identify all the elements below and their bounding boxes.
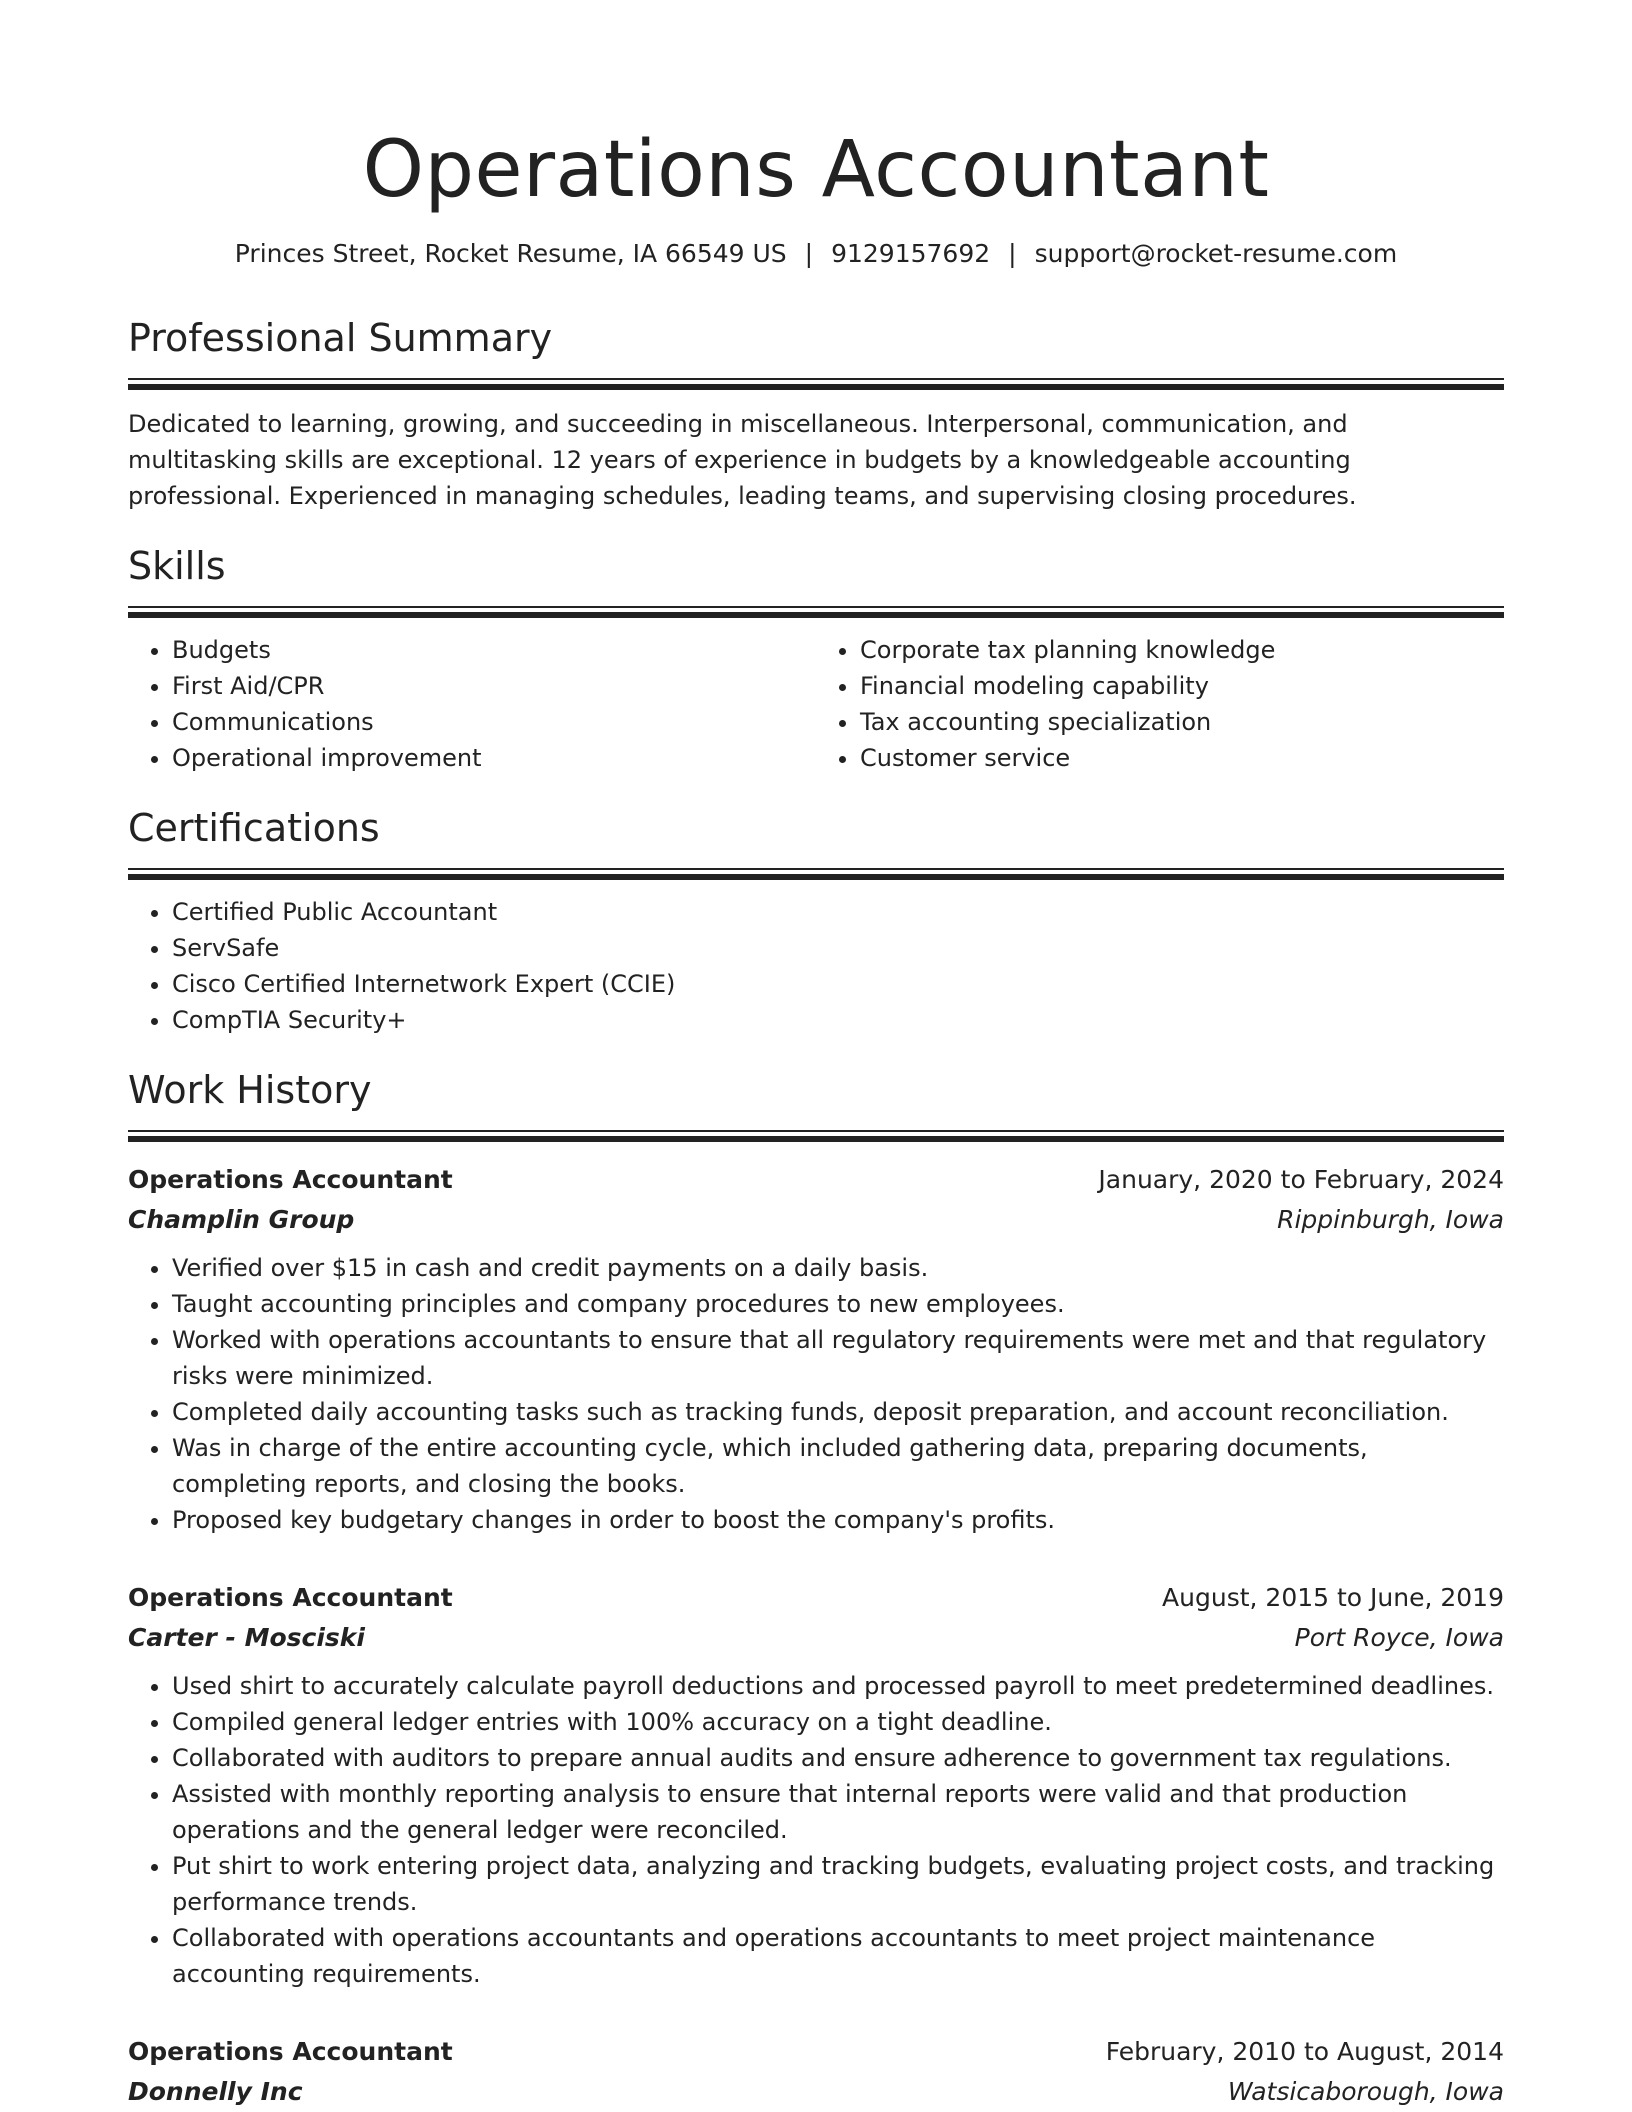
skills-list-left (128, 632, 816, 776)
skills-columns (128, 632, 1504, 776)
certification-item: • CompTIA Security+ (172, 1002, 1504, 1038)
job-entry (128, 1160, 1504, 1538)
job-entry (128, 2032, 1504, 2112)
skill-item: • Budgets (172, 632, 816, 668)
certification-item: • Cisco Certified Internetwork Expert (CCIE) (172, 966, 1504, 1002)
job-dates: August, 2015 to June, 2019 (1162, 1583, 1504, 1612)
job-duty: • Completed daily accounting tasks such as tracking funds, deposit preparation, and account reconciliation. (172, 1394, 1504, 1430)
certification-item: • Certified Public Accountant (172, 894, 1504, 930)
job-duty: • Proposed key budgetary changes in order to boost the company's profits. (172, 1502, 1504, 1538)
job-company: Champlin Group (128, 1205, 355, 1234)
resume-page (128, 120, 1504, 2112)
job-duty: • Collaborated with auditors to prepare annual audits and ensure adherence to government tax regulations. (172, 1740, 1504, 1776)
skills-list-right (816, 632, 1504, 776)
certifications-section (128, 802, 1504, 1038)
job-title: Operations Accountant (128, 1583, 453, 1612)
contact-address: Princes Street, Rocket Resume, IA 66549 US (234, 239, 787, 268)
job-location: Rippinburgh, Iowa (1277, 1205, 1504, 1234)
job-duty: • Worked with operations accountants to ensure that all regulatory requirements were met and that regulatory risks were minimized. (172, 1322, 1504, 1394)
skill-item: • Tax accounting specialization (860, 704, 1504, 740)
skill-item: • Communications (172, 704, 816, 740)
job-dates: January, 2020 to February, 2024 (1098, 1165, 1504, 1194)
contact-email[interactable]: support@rocket-resume.com (1034, 239, 1398, 268)
job-duty: • Put shirt to work entering project data, analyzing and tracking budgets, evaluating project costs, and tracking performance trends. (172, 1848, 1504, 1920)
contact-separator: | (1008, 239, 1017, 268)
job-company-row (128, 1618, 1504, 1658)
job-location: Port Royce, Iowa (1294, 1623, 1504, 1652)
job-title: Operations Accountant (128, 1165, 453, 1194)
certification-item: • ServSafe (172, 930, 1504, 966)
job-duty: • Used shirt to accurately calculate payroll deductions and processed payroll to meet predetermined deadlines. (172, 1668, 1504, 1704)
contact-separator: | (804, 239, 814, 268)
summary-heading: Professional Summary (128, 316, 553, 360)
summary-text: Dedicated to learning, growing, and succeeding in miscellaneous. Interpersonal, communication, and multitasking skills are exceptional. 12 years of experience in budgets by a knowledgeable accounting professional. Experienced in managing schedules, leading teams, and supervising closing procedures. (128, 410, 1357, 510)
job-duties-list (128, 1250, 1504, 1538)
section-divider (128, 378, 1504, 390)
job-dates: February, 2010 to August, 2014 (1105, 2037, 1504, 2066)
work-history-heading: Work History (128, 1068, 372, 1112)
job-header-row (128, 2032, 1504, 2072)
job-title: Operations Accountant (128, 2037, 453, 2066)
job-duty: • Assisted with monthly reporting analysis to ensure that internal reports were valid and that production operations and the general ledger were reconciled. (172, 1776, 1504, 1848)
summary-section (128, 312, 1504, 514)
job-duty: • Compiled general ledger entries with 100% accuracy on a tight deadline. (172, 1704, 1504, 1740)
skill-item: • Corporate tax planning knowledge (860, 632, 1504, 668)
certifications-list (128, 894, 1504, 1038)
job-company: Donnelly Inc (128, 2077, 303, 2106)
resume-title: Operations Accountant (362, 125, 1270, 215)
job-duty: • Collaborated with operations accountants and operations accountants to meet project maintenance accounting requirements. (172, 1920, 1504, 1992)
section-divider (128, 1130, 1504, 1142)
skills-heading: Skills (128, 544, 226, 588)
job-header-row (128, 1160, 1504, 1200)
skill-item: • First Aid/CPR (172, 668, 816, 704)
job-entry (128, 1578, 1504, 1992)
contact-phone: 9129157692 (831, 239, 991, 268)
skills-section (128, 540, 1504, 776)
skill-item: • Operational improvement (172, 740, 816, 776)
job-duty: • Verified over $15 in cash and credit payments on a daily basis. (172, 1250, 1504, 1286)
contact-line (128, 236, 1504, 272)
section-divider (128, 868, 1504, 880)
job-duty: • Was in charge of the entire accounting cycle, which included gathering data, preparing documents, completing reports, and closing the books. (172, 1430, 1504, 1502)
job-company: Carter - Mosciski (128, 1623, 365, 1652)
work-history-section (128, 1064, 1504, 2112)
job-duty: • Taught accounting principles and company procedures to new employees. (172, 1286, 1504, 1322)
skill-item: • Financial modeling capability (860, 668, 1504, 704)
section-divider (128, 606, 1504, 618)
job-company-row (128, 1200, 1504, 1240)
certifications-heading: Certifications (128, 806, 380, 850)
skill-item: • Customer service (860, 740, 1504, 776)
job-company-row (128, 2072, 1504, 2112)
job-duties-list (128, 1668, 1504, 1992)
job-header-row (128, 1578, 1504, 1618)
job-location: Watsicaborough, Iowa (1227, 2077, 1504, 2106)
